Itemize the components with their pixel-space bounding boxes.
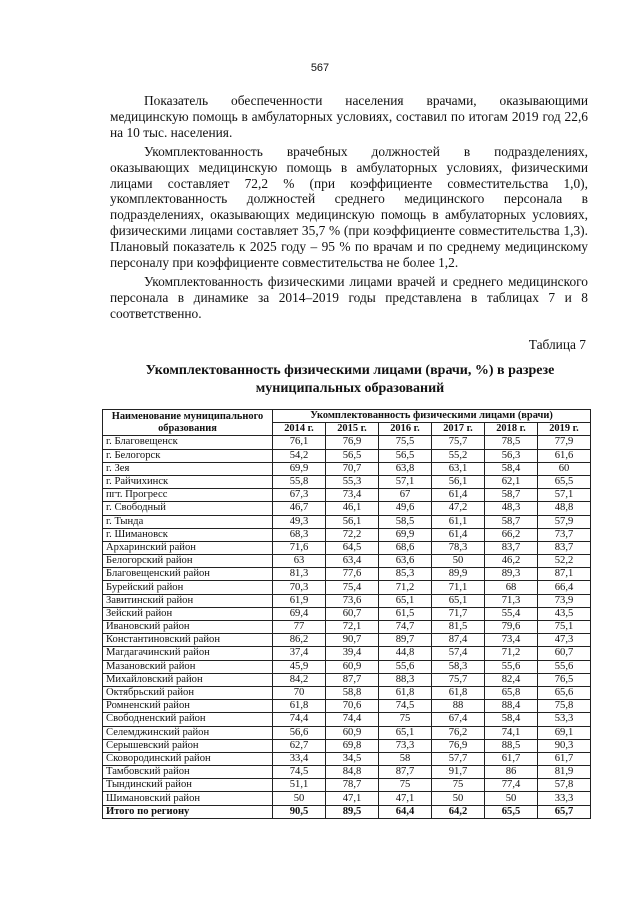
year-header: 2015 г. [326, 423, 379, 436]
table-row [103, 555, 591, 568]
table-row [103, 713, 591, 726]
value-cell: 44,8 [379, 647, 432, 660]
municipality-name: г. Благовещенск [103, 436, 273, 449]
value-cell: 69,4 [273, 607, 326, 620]
value-cell: 87,1 [538, 568, 591, 581]
municipality-name: г. Райчихинск [103, 475, 273, 488]
municipality-name: Константиновский район [103, 634, 273, 647]
value-cell: 56,1 [432, 475, 485, 488]
value-cell: 88,3 [379, 673, 432, 686]
value-cell: 77,6 [326, 568, 379, 581]
value-cell: 61,7 [485, 752, 538, 765]
value-cell: 47,3 [538, 634, 591, 647]
value-cell: 75,8 [538, 700, 591, 713]
total-row [103, 805, 591, 818]
value-cell: 73,3 [379, 739, 432, 752]
municipality-name: Ивановский район [103, 621, 273, 634]
municipality-name: Сковородинский район [103, 752, 273, 765]
value-cell: 76,5 [538, 673, 591, 686]
value-cell: 76,9 [326, 436, 379, 449]
value-cell: 57,1 [379, 475, 432, 488]
value-cell: 68,6 [379, 541, 432, 554]
value-cell: 46,2 [485, 555, 538, 568]
value-cell: 83,7 [485, 541, 538, 554]
value-cell: 61,8 [379, 686, 432, 699]
table-caption: Таблица 7 [528, 337, 586, 352]
value-cell: 65,5 [538, 475, 591, 488]
paragraph: Показатель обеспеченности населения врачами, оказывающими медицинскую помощь в амбулаторных условиях, составил по итогам 2019 год 22,6 на 10 тыс. населения. [110, 93, 588, 140]
municipality-name: Бурейский район [103, 581, 273, 594]
table-row [103, 594, 591, 607]
value-cell: 58,7 [485, 489, 538, 502]
table-body [103, 436, 591, 818]
value-cell: 67 [379, 489, 432, 502]
value-cell: 77,4 [485, 779, 538, 792]
value-cell: 77,9 [538, 436, 591, 449]
value-cell: 67,3 [273, 489, 326, 502]
value-cell: 58,7 [485, 515, 538, 528]
value-cell: 60,7 [326, 607, 379, 620]
table-row [103, 647, 591, 660]
value-cell: 81,3 [273, 568, 326, 581]
value-cell: 73,7 [538, 528, 591, 541]
value-cell: 58,4 [485, 462, 538, 475]
value-cell: 61,4 [432, 489, 485, 502]
value-cell: 84,2 [273, 673, 326, 686]
municipality-name: Белогорский район [103, 555, 273, 568]
value-cell: 79,6 [485, 621, 538, 634]
value-cell: 54,2 [273, 449, 326, 462]
municipality-name: г. Шимановск [103, 528, 273, 541]
group-header: Укомплектованность физическими лицами (врачи) [273, 410, 591, 423]
value-cell: 88,4 [485, 700, 538, 713]
table-row [103, 792, 591, 805]
value-cell: 76,1 [273, 436, 326, 449]
value-cell: 48,3 [485, 502, 538, 515]
value-cell: 86 [485, 766, 538, 779]
value-cell: 47,1 [379, 792, 432, 805]
municipality-name: Завитинский район [103, 594, 273, 607]
year-header: 2014 г. [273, 423, 326, 436]
value-cell: 58,4 [485, 713, 538, 726]
municipality-name: Зейский район [103, 607, 273, 620]
value-cell: 70 [273, 686, 326, 699]
col-name-header: Наименование муниципального образования [103, 410, 273, 436]
value-cell: 73,6 [326, 594, 379, 607]
year-header: 2019 г. [538, 423, 591, 436]
value-cell: 91,7 [432, 766, 485, 779]
value-cell: 65,6 [538, 686, 591, 699]
table-row [103, 475, 591, 488]
value-cell: 71,3 [485, 594, 538, 607]
table-row [103, 436, 591, 449]
value-cell: 66,2 [485, 528, 538, 541]
value-cell: 62,7 [273, 739, 326, 752]
municipality-name: Октябрьский район [103, 686, 273, 699]
value-cell: 71,6 [273, 541, 326, 554]
value-cell: 61,5 [379, 607, 432, 620]
municipality-name: Тамбовский район [103, 766, 273, 779]
value-cell: 75,5 [379, 436, 432, 449]
value-cell: 61,1 [432, 515, 485, 528]
municipality-name: г. Свободный [103, 502, 273, 515]
value-cell: 45,9 [273, 660, 326, 673]
value-cell: 57,9 [538, 515, 591, 528]
municipality-name: Шимановский район [103, 792, 273, 805]
municipality-name: Серышевский район [103, 739, 273, 752]
value-cell: 34,5 [326, 752, 379, 765]
value-cell: 52,2 [538, 555, 591, 568]
year-header: 2016 г. [379, 423, 432, 436]
municipality-name: Мазановский район [103, 660, 273, 673]
value-cell: 50 [485, 792, 538, 805]
value-cell: 61,4 [432, 528, 485, 541]
table-row [103, 515, 591, 528]
value-cell: 46,7 [273, 502, 326, 515]
value-cell: 74,5 [273, 766, 326, 779]
value-cell: 75,4 [326, 581, 379, 594]
municipality-name: г. Зея [103, 462, 273, 475]
value-cell: 73,9 [538, 594, 591, 607]
value-cell: 43,5 [538, 607, 591, 620]
value-cell: 64,2 [432, 805, 485, 818]
value-cell: 88 [432, 700, 485, 713]
value-cell: 74,5 [379, 700, 432, 713]
table-row [103, 568, 591, 581]
table-row [103, 581, 591, 594]
year-header: 2017 г. [432, 423, 485, 436]
value-cell: 78,5 [485, 436, 538, 449]
value-cell: 89,5 [326, 805, 379, 818]
value-cell: 81,9 [538, 766, 591, 779]
paragraph: Укомплектованность врачебных должностей в подразделениях, оказывающих медицинскую помощь в амбулаторных условиях, физическими лицами составляет 72,2 % (при коэффициенте совместительства 1,0), укомплектованность должностей среднего медицинского персонала в подразделениях, оказывающих медицинскую помощь в амбулаторных условиях, физическими лицами составляет 35,7 % (при коэффициенте совместительства 1,3). Плановый показатель к 2025 году – 95 % по врачам и по среднему медицинскому персоналу при коэффициенте совместительства не более 1,2. [110, 143, 588, 271]
value-cell: 87,7 [379, 766, 432, 779]
value-cell: 88,5 [485, 739, 538, 752]
table-row [103, 489, 591, 502]
value-cell: 58,3 [432, 660, 485, 673]
value-cell: 49,3 [273, 515, 326, 528]
value-cell: 89,3 [485, 568, 538, 581]
value-cell: 74,4 [273, 713, 326, 726]
value-cell: 82,4 [485, 673, 538, 686]
value-cell: 65,1 [432, 594, 485, 607]
value-cell: 50 [273, 792, 326, 805]
value-cell: 58,8 [326, 686, 379, 699]
value-cell: 58 [379, 752, 432, 765]
value-cell: 71,2 [485, 647, 538, 660]
value-cell: 56,5 [379, 449, 432, 462]
table-row [103, 752, 591, 765]
value-cell: 67,4 [432, 713, 485, 726]
value-cell: 76,2 [432, 726, 485, 739]
value-cell: 75 [379, 713, 432, 726]
value-cell: 61,8 [273, 700, 326, 713]
value-cell: 55,6 [379, 660, 432, 673]
year-header: 2018 г. [485, 423, 538, 436]
value-cell: 53,3 [538, 713, 591, 726]
value-cell: 84,8 [326, 766, 379, 779]
value-cell: 56,3 [485, 449, 538, 462]
value-cell: 70,3 [273, 581, 326, 594]
value-cell: 60 [538, 462, 591, 475]
municipality-name: Итого по региону [103, 805, 273, 818]
table-row [103, 766, 591, 779]
value-cell: 74,1 [485, 726, 538, 739]
value-cell: 50 [432, 555, 485, 568]
value-cell: 69,9 [273, 462, 326, 475]
municipality-name: Благовещенский район [103, 568, 273, 581]
value-cell: 72,1 [326, 621, 379, 634]
value-cell: 87,4 [432, 634, 485, 647]
value-cell: 70,7 [326, 462, 379, 475]
value-cell: 57,4 [432, 647, 485, 660]
value-cell: 90,3 [538, 739, 591, 752]
municipality-name: Тындинский район [103, 779, 273, 792]
value-cell: 70,6 [326, 700, 379, 713]
value-cell: 68,3 [273, 528, 326, 541]
table-row [103, 779, 591, 792]
value-cell: 89,7 [379, 634, 432, 647]
value-cell: 63,8 [379, 462, 432, 475]
value-cell: 61,8 [432, 686, 485, 699]
value-cell: 77 [273, 621, 326, 634]
table-row [103, 621, 591, 634]
table-row [103, 726, 591, 739]
page-number: 567 [310, 62, 330, 74]
value-cell: 64,5 [326, 541, 379, 554]
municipality-name: г. Тында [103, 515, 273, 528]
municipality-name: Михайловский район [103, 673, 273, 686]
value-cell: 74,7 [379, 621, 432, 634]
value-cell: 65,1 [379, 594, 432, 607]
value-cell: 78,3 [432, 541, 485, 554]
value-cell: 71,7 [432, 607, 485, 620]
table-row [103, 541, 591, 554]
value-cell: 71,2 [379, 581, 432, 594]
value-cell: 65,1 [379, 726, 432, 739]
value-cell: 66,4 [538, 581, 591, 594]
table-row [103, 462, 591, 475]
value-cell: 75 [379, 779, 432, 792]
value-cell: 56,6 [273, 726, 326, 739]
value-cell: 46,1 [326, 502, 379, 515]
table-row [103, 700, 591, 713]
value-cell: 74,4 [326, 713, 379, 726]
value-cell: 57,8 [538, 779, 591, 792]
value-cell: 47,1 [326, 792, 379, 805]
value-cell: 61,7 [538, 752, 591, 765]
value-cell: 69,8 [326, 739, 379, 752]
table-row [103, 686, 591, 699]
value-cell: 69,9 [379, 528, 432, 541]
value-cell: 51,1 [273, 779, 326, 792]
value-cell: 65,8 [485, 686, 538, 699]
table-row [103, 528, 591, 541]
table-row [103, 502, 591, 515]
value-cell: 62,1 [485, 475, 538, 488]
value-cell: 55,6 [538, 660, 591, 673]
value-cell: 75,7 [432, 436, 485, 449]
table-row [103, 660, 591, 673]
value-cell: 89,9 [432, 568, 485, 581]
value-cell: 86,2 [273, 634, 326, 647]
value-cell: 56,5 [326, 449, 379, 462]
value-cell: 55,6 [485, 660, 538, 673]
value-cell: 75,7 [432, 673, 485, 686]
value-cell: 56,1 [326, 515, 379, 528]
value-cell: 58,5 [379, 515, 432, 528]
value-cell: 63,6 [379, 555, 432, 568]
value-cell: 48,8 [538, 502, 591, 515]
value-cell: 73,4 [326, 489, 379, 502]
municipality-name: Свободненский район [103, 713, 273, 726]
value-cell: 72,2 [326, 528, 379, 541]
municipality-name: Ромненский район [103, 700, 273, 713]
municipality-name: Архаринский район [103, 541, 273, 554]
value-cell: 85,3 [379, 568, 432, 581]
table-row [103, 607, 591, 620]
value-cell: 55,2 [432, 449, 485, 462]
municipality-name: пгт. Прогресс [103, 489, 273, 502]
value-cell: 57,1 [538, 489, 591, 502]
value-cell: 33,4 [273, 752, 326, 765]
value-cell: 39,4 [326, 647, 379, 660]
value-cell: 55,3 [326, 475, 379, 488]
value-cell: 81,5 [432, 621, 485, 634]
value-cell: 63 [273, 555, 326, 568]
value-cell: 57,7 [432, 752, 485, 765]
value-cell: 63,1 [432, 462, 485, 475]
municipality-name: г. Белогорск [103, 449, 273, 462]
value-cell: 73,4 [485, 634, 538, 647]
municipality-name: Магдагачинский район [103, 647, 273, 660]
table-row [103, 449, 591, 462]
table-title: Укомплектованность физическими лицами (врачи, %) в разрезе муниципальных образований [145, 363, 555, 396]
value-cell: 61,9 [273, 594, 326, 607]
value-cell: 60,9 [326, 660, 379, 673]
value-cell: 65,5 [485, 805, 538, 818]
value-cell: 37,4 [273, 647, 326, 660]
staffing-table [102, 409, 591, 819]
value-cell: 69,1 [538, 726, 591, 739]
value-cell: 61,6 [538, 449, 591, 462]
value-cell: 71,1 [432, 581, 485, 594]
body-text [110, 93, 588, 325]
paragraph: Укомплектованность физическими лицами врачей и среднего медицинского персонала в динамике за 2014–2019 годы представлена в таблицах 7 и 8 соответственно. [110, 273, 588, 321]
value-cell: 83,7 [538, 541, 591, 554]
value-cell: 60,9 [326, 726, 379, 739]
value-cell: 60,7 [538, 647, 591, 660]
table-row [103, 673, 591, 686]
value-cell: 55,8 [273, 475, 326, 488]
value-cell: 90,5 [273, 805, 326, 818]
value-cell: 64,4 [379, 805, 432, 818]
value-cell: 55,4 [485, 607, 538, 620]
value-cell: 87,7 [326, 673, 379, 686]
value-cell: 47,2 [432, 502, 485, 515]
value-cell: 76,9 [432, 739, 485, 752]
value-cell: 33,3 [538, 792, 591, 805]
value-cell: 68 [485, 581, 538, 594]
table-row [103, 634, 591, 647]
value-cell: 49,6 [379, 502, 432, 515]
municipality-name: Селемджинский район [103, 726, 273, 739]
table-row [103, 739, 591, 752]
value-cell: 75,1 [538, 621, 591, 634]
value-cell: 90,7 [326, 634, 379, 647]
value-cell: 63,4 [326, 555, 379, 568]
value-cell: 65,7 [538, 805, 591, 818]
value-cell: 50 [432, 792, 485, 805]
value-cell: 78,7 [326, 779, 379, 792]
value-cell: 75 [432, 779, 485, 792]
